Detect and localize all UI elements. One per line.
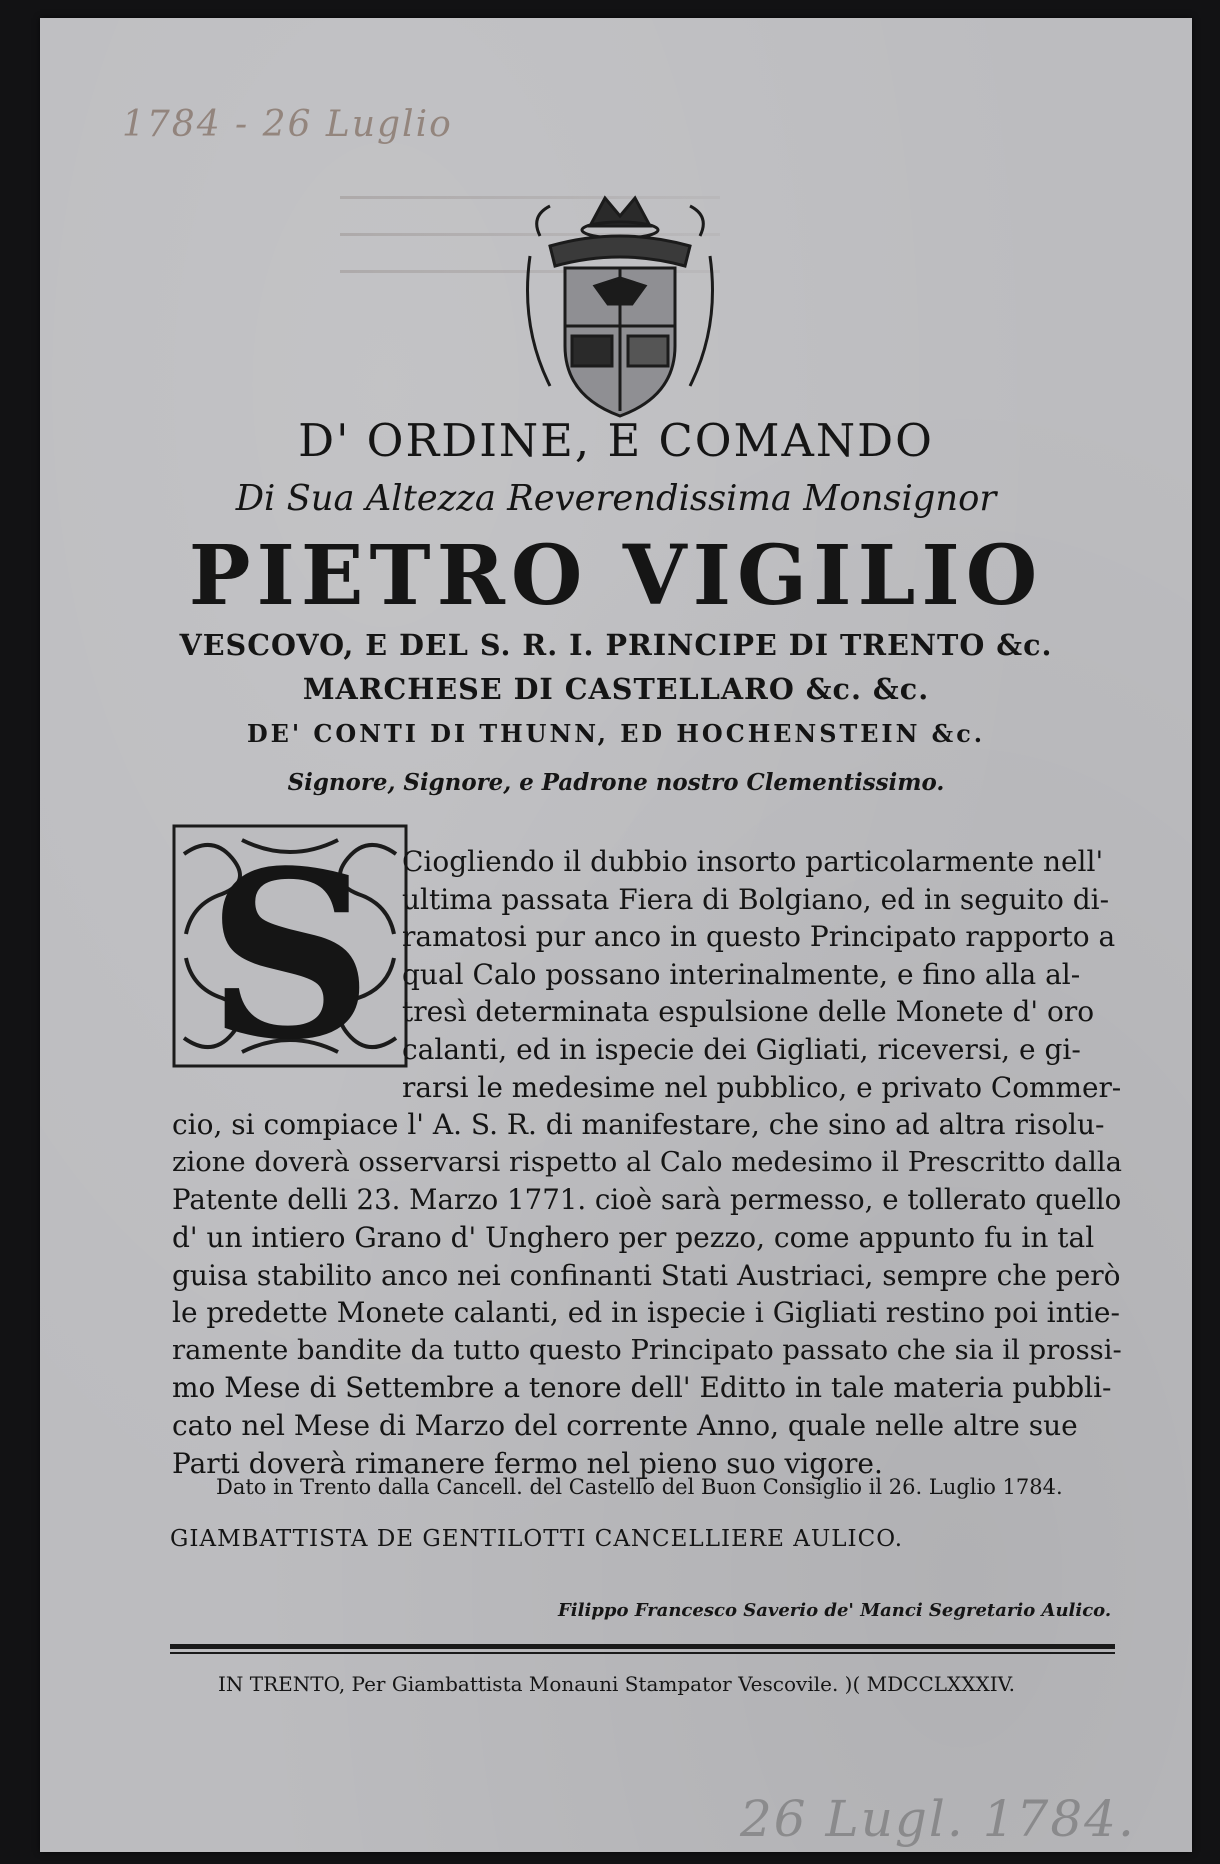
title-line-2: MARCHESE DI CASTELLARO &c. &c. bbox=[302, 672, 930, 706]
handwritten-date-top: 1784 - 26 Luglio bbox=[122, 104, 453, 145]
decree-line: calanti, ed in ispecie dei Gigliati, riceversi, e gi- bbox=[402, 1033, 1081, 1066]
decree-line: ramente bandite da tutto questo Principato passato che sia il prossi- bbox=[172, 1334, 1122, 1366]
decree-line: Patente delli 23. Marzo 1771. cioè sarà permesso, e tollerato quello bbox=[172, 1183, 1122, 1217]
decree-line: ultima passata Fiera di Bolgiano, ed in seguito di- bbox=[402, 882, 1110, 916]
decree-line: ramatosi pur anco in questo Principato rapporto a bbox=[402, 920, 1116, 954]
order-heading: D' ORDINE, E COMANDO bbox=[298, 414, 934, 467]
decree-line: tresì determinata espulsione delle Monete d' oro bbox=[402, 995, 1095, 1029]
salutation-line: Signore, Signore, e Padrone nostro Clementissimo. bbox=[287, 769, 945, 796]
decree-line: mo Mese di Settembre a tenore dell' Editto in tale materia pubbli- bbox=[172, 1371, 1112, 1405]
decree-line: Parti doverà rimanere fermo nel pieno suo vigore. bbox=[172, 1446, 883, 1480]
title-line-1: VESCOVO, E DEL S. R. I. PRINCIPE DI TRENTO &c. bbox=[179, 628, 1053, 662]
bishop-name: PIETRO VIGILIO bbox=[188, 528, 1044, 624]
handwritten-date-bottom: 26 Lugl. 1784. bbox=[740, 1790, 1136, 1848]
document-page bbox=[40, 18, 1192, 1852]
decree-line: Ciogliendo il dubbio insorto particolarmente nell' bbox=[402, 845, 1104, 878]
decree-line: zione doverà osservarsi rispetto al Calo medesimo il Prescritto dalla bbox=[172, 1146, 1122, 1178]
decree-line: rarsi le medesime nel pubblico, e privato Commer- bbox=[402, 1070, 1122, 1104]
decree-line: cato nel Mese di Marzo del corrente Anno, quale nelle altre sue bbox=[172, 1409, 1078, 1442]
decree-line: qual Calo possano interinalmente, e fino alla al- bbox=[402, 957, 1081, 991]
chancellor-line: GIAMBATTISTA DE GENTILOTTI CANCELLIERE AULICO. bbox=[170, 1526, 904, 1552]
secretary-line: Filippo Francesco Saverio de' Manci Segretario Aulico. bbox=[558, 1600, 1112, 1621]
decree-line: guisa stabilito anco nei confinanti Stati Austriaci, sempre che però bbox=[172, 1258, 1121, 1292]
date-line: Dato in Trento dalla Cancell. del Castello del Buon Consiglio il 26. Luglio 1784. bbox=[216, 1475, 1063, 1499]
decree-line: le predette Monete calanti, ed in ispecie i Gigliati restino poi intie- bbox=[172, 1296, 1120, 1330]
authority-line: Di Sua Altezza Reverendissima Monsignor bbox=[235, 478, 997, 519]
decorated-initial bbox=[172, 824, 408, 1068]
decree-line: cio, si compiace l' A. S. R. di manifestare, che sino ad altra risolu- bbox=[172, 1108, 1105, 1142]
coat-of-arms-icon bbox=[510, 186, 730, 426]
drop-cap-letter: S bbox=[206, 824, 374, 1068]
divider-thin bbox=[170, 1652, 1115, 1654]
decree-line: d' un intiero Grano d' Unghero per pezzo, come appunto fu in tal bbox=[172, 1221, 1095, 1254]
divider-thick bbox=[170, 1644, 1115, 1649]
printer-imprint: IN TRENTO, Per Giambattista Monauni Stampator Vescovile. )( MDCCLXXXIV. bbox=[218, 1672, 1015, 1696]
title-line-3: DE' CONTI DI THUNN, ED HOCHENSTEIN &c. bbox=[246, 720, 986, 748]
